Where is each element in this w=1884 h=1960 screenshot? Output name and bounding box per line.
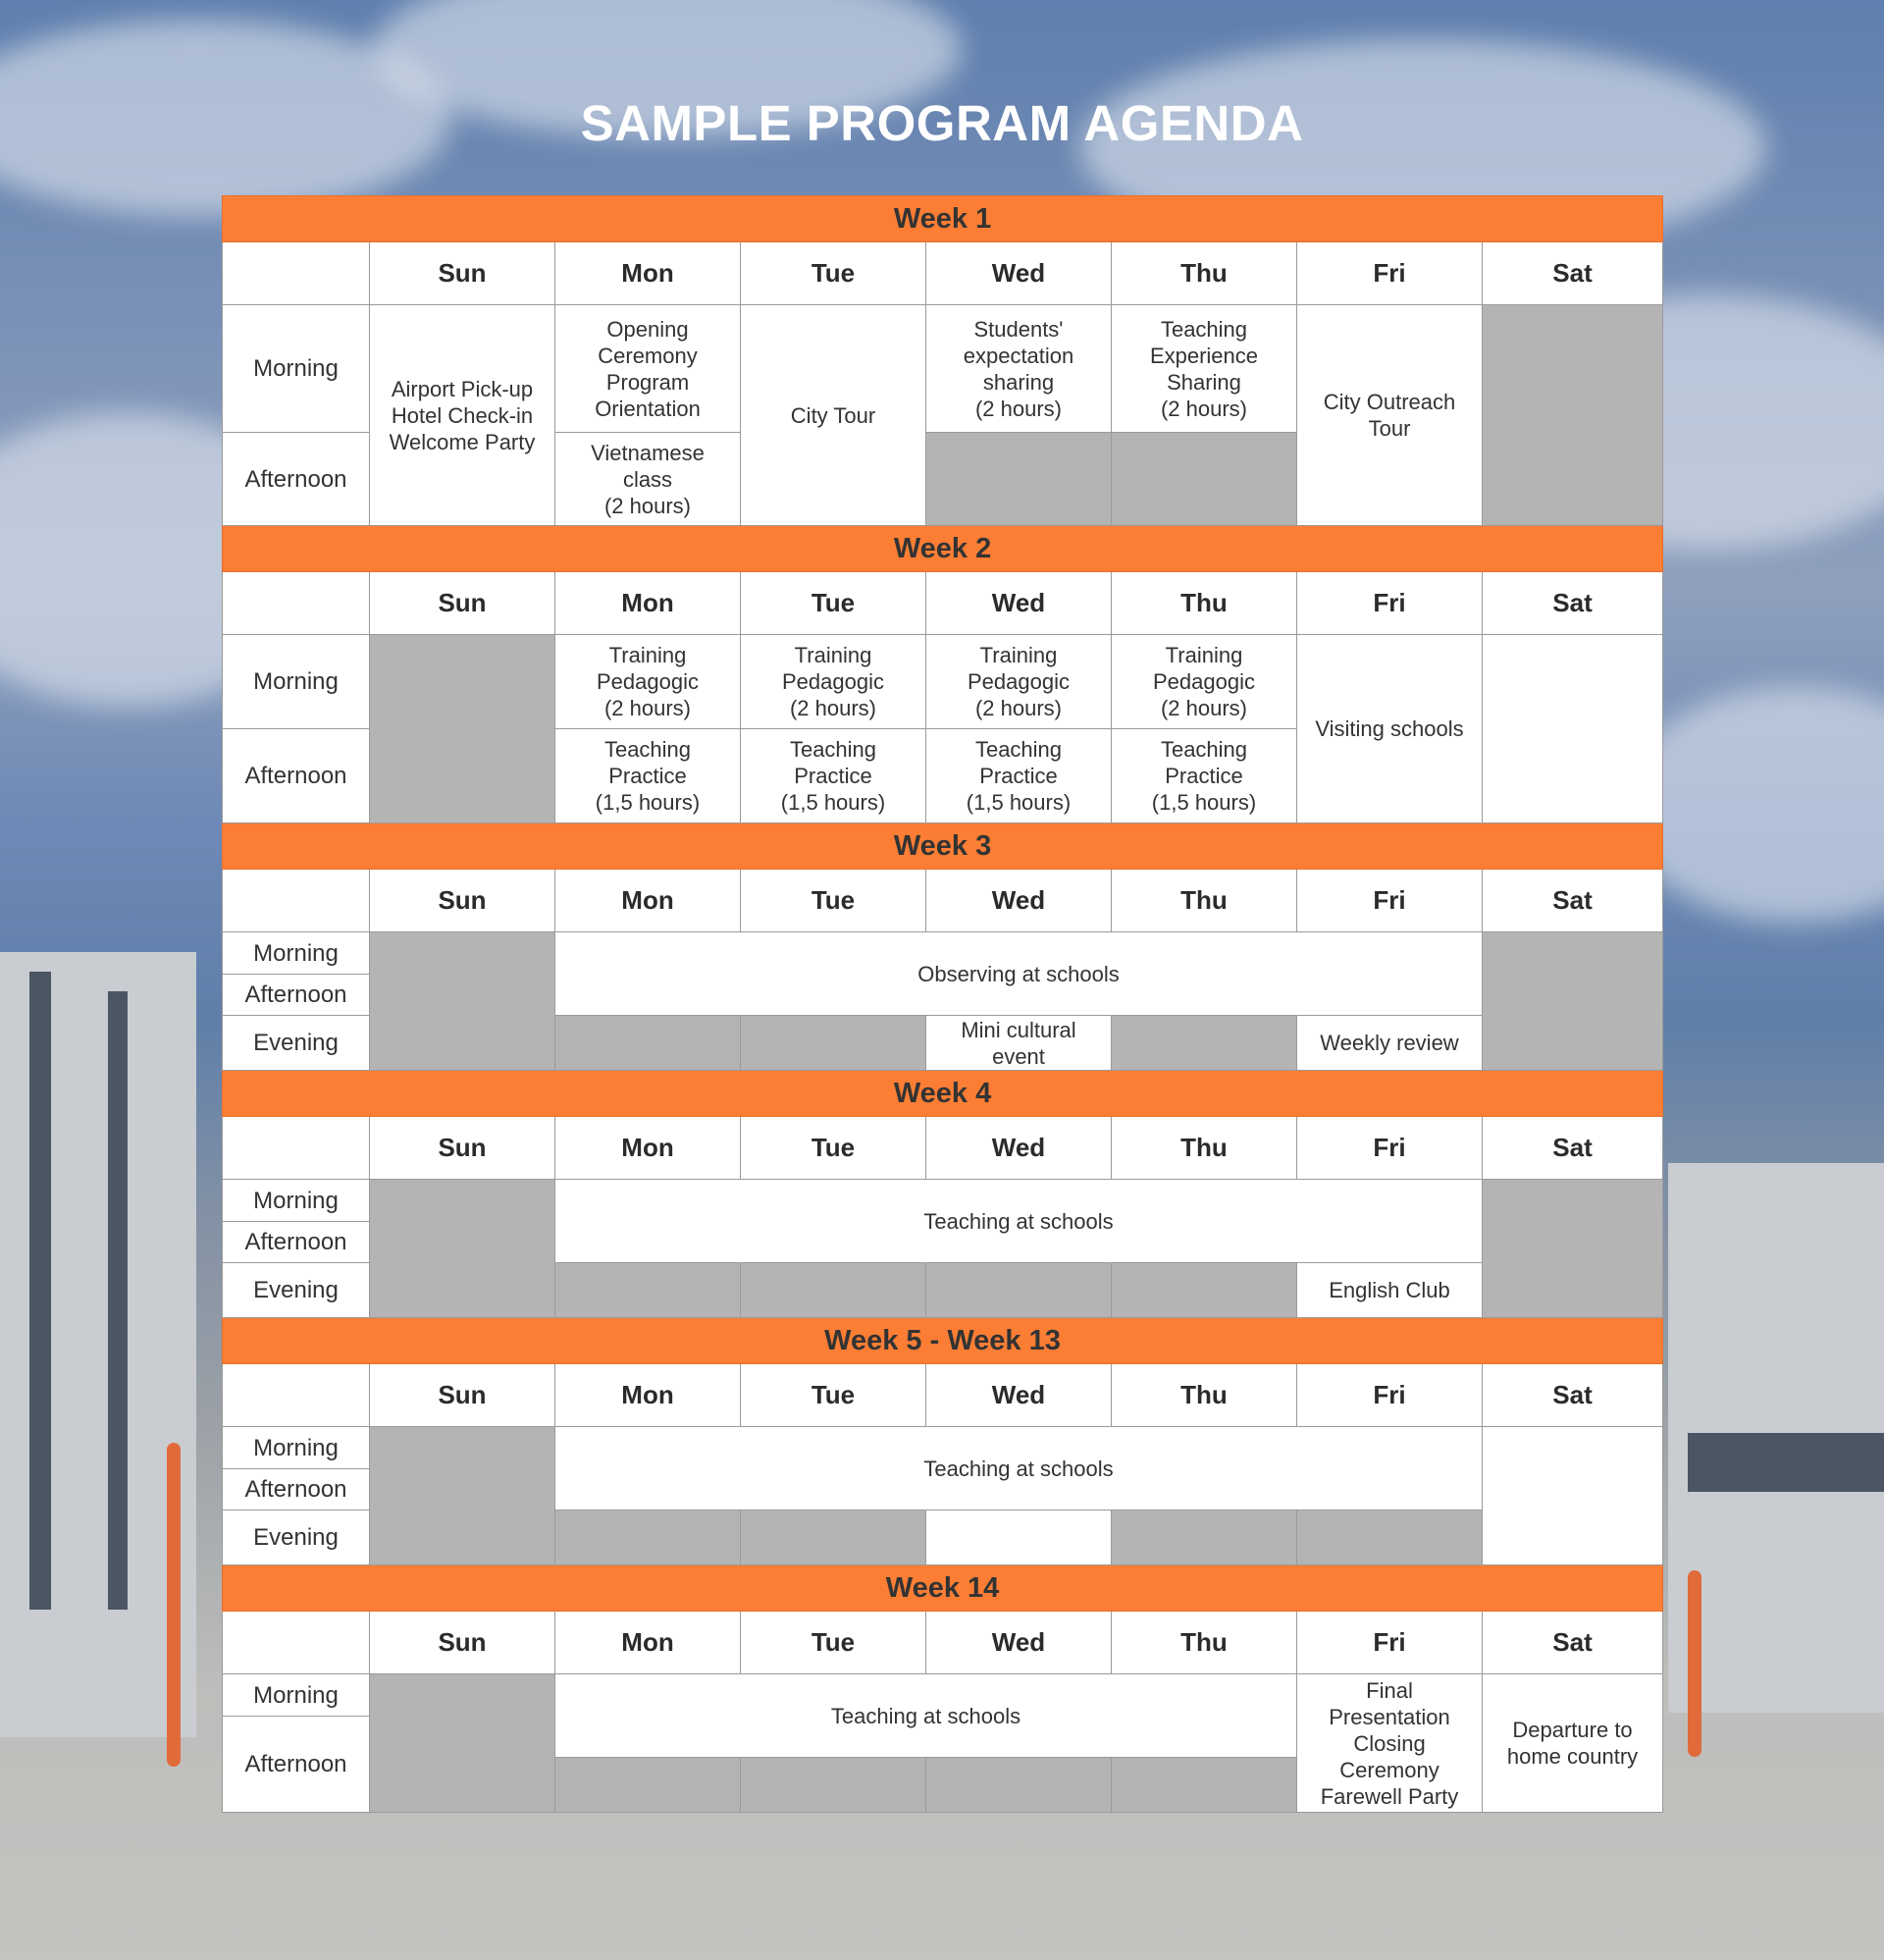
day-header-empty	[223, 242, 370, 305]
week-3-fri-evening: Weekly review	[1297, 1016, 1483, 1071]
week-14-days-row	[223, 1612, 1663, 1674]
week-3-morning-row	[223, 932, 1663, 975]
day-mon: Mon	[555, 1612, 741, 1674]
day-tue: Tue	[741, 870, 926, 932]
day-mon: Mon	[555, 242, 741, 305]
day-tue: Tue	[741, 1117, 926, 1180]
week-3-sat-empty	[1483, 932, 1663, 1071]
slot-morning: Morning	[223, 1180, 370, 1222]
week-2-morning-row	[223, 635, 1663, 729]
day-sat: Sat	[1483, 1364, 1663, 1427]
page-title: SAMPLE PROGRAM AGENDA	[580, 95, 1304, 151]
slot-morning: Morning	[223, 932, 370, 975]
day-sat: Sat	[1483, 1117, 1663, 1180]
week-3-thu-evening-empty	[1112, 1016, 1297, 1071]
day-thu: Thu	[1112, 1612, 1297, 1674]
day-sat: Sat	[1483, 572, 1663, 635]
week-14-tue-afternoon-empty	[741, 1758, 926, 1813]
week-1-fri-activity: City Outreach Tour	[1297, 305, 1483, 526]
week-1-days-row	[223, 242, 1663, 305]
week-2-thu-morning: Training Pedagogic (2 hours)	[1112, 635, 1297, 729]
week-4-thu-evening-empty	[1112, 1263, 1297, 1318]
week-3-mon-evening-empty	[555, 1016, 741, 1071]
day-tue: Tue	[741, 1612, 926, 1674]
day-sun: Sun	[370, 1612, 555, 1674]
week-3-main-activity: Observing at schools	[555, 932, 1483, 1016]
day-sat: Sat	[1483, 870, 1663, 932]
week-4-header: Week 4	[223, 1071, 1663, 1117]
week-3-wed-evening: Mini cultural event	[926, 1016, 1112, 1071]
day-sun: Sun	[370, 870, 555, 932]
week-2-mon-afternoon: Teaching Practice (1,5 hours)	[555, 729, 741, 823]
day-fri: Fri	[1297, 242, 1483, 305]
week-1-morning-row	[223, 305, 1663, 433]
week-2-fri-activity: Visiting schools	[1297, 635, 1483, 823]
week-14-fri-activity: Final Presentation Closing Ceremony Farewell Party	[1297, 1674, 1483, 1813]
week-14-header: Week 14	[223, 1565, 1663, 1612]
week-1-thu-morning: Teaching Experience Sharing (2 hours)	[1112, 305, 1297, 433]
slot-evening: Evening	[223, 1016, 370, 1071]
slot-afternoon: Afternoon	[223, 1222, 370, 1263]
week-2-thu-afternoon: Teaching Practice (1,5 hours)	[1112, 729, 1297, 823]
day-header-empty	[223, 1364, 370, 1427]
week-3-tue-evening-empty	[741, 1016, 926, 1071]
day-mon: Mon	[555, 1364, 741, 1427]
week-5-13-mon-evening-empty	[555, 1510, 741, 1565]
day-wed: Wed	[926, 1612, 1112, 1674]
day-wed: Wed	[926, 572, 1112, 635]
week-4-fri-evening: English Club	[1297, 1263, 1483, 1318]
week-3-days-row	[223, 870, 1663, 932]
week-4-morning-row	[223, 1180, 1663, 1222]
week-14-sat-activity: Departure to home country	[1483, 1674, 1663, 1813]
slot-afternoon: Afternoon	[223, 729, 370, 823]
slot-evening: Evening	[223, 1263, 370, 1318]
week-4-main-activity: Teaching at schools	[555, 1180, 1483, 1263]
week-5-13-morning-row	[223, 1427, 1663, 1469]
day-mon: Mon	[555, 1117, 741, 1180]
week-1-header: Week 1	[223, 196, 1663, 242]
week-1-sat-empty	[1483, 305, 1663, 526]
day-thu: Thu	[1112, 1364, 1297, 1427]
week-14-mon-afternoon-empty	[555, 1758, 741, 1813]
week-1-wed-morning: Students' expectation sharing (2 hours)	[926, 305, 1112, 433]
slot-evening: Evening	[223, 1510, 370, 1565]
day-mon: Mon	[555, 572, 741, 635]
slot-morning: Morning	[223, 635, 370, 729]
day-header-empty	[223, 870, 370, 932]
week-5-13-tue-evening-empty	[741, 1510, 926, 1565]
day-tue: Tue	[741, 1364, 926, 1427]
week-2-wed-afternoon: Teaching Practice (1,5 hours)	[926, 729, 1112, 823]
week-5-13-header: Week 5 - Week 13	[223, 1318, 1663, 1364]
week-2-sun-empty	[370, 635, 555, 823]
day-fri: Fri	[1297, 1612, 1483, 1674]
day-sun: Sun	[370, 1117, 555, 1180]
week-4-sat-empty	[1483, 1180, 1663, 1318]
week-14-morning-row	[223, 1674, 1663, 1717]
day-thu: Thu	[1112, 242, 1297, 305]
agenda-table	[222, 195, 1663, 1813]
day-thu: Thu	[1112, 572, 1297, 635]
week-14-thu-afternoon-empty	[1112, 1758, 1297, 1813]
day-sun: Sun	[370, 1364, 555, 1427]
week-14-wed-afternoon-empty	[926, 1758, 1112, 1813]
day-mon: Mon	[555, 870, 741, 932]
week-14-sun-empty	[370, 1674, 555, 1813]
week-5-13-sun-empty	[370, 1427, 555, 1565]
day-sun: Sun	[370, 572, 555, 635]
week-4-mon-evening-empty	[555, 1263, 741, 1318]
week-1-sun-activity: Airport Pick-up Hotel Check-in Welcome Party	[370, 305, 555, 526]
week-5-13-wed-evening-empty	[926, 1510, 1112, 1565]
week-5-13-thu-evening-empty	[1112, 1510, 1297, 1565]
week-2-header: Week 2	[223, 526, 1663, 572]
day-sat: Sat	[1483, 1612, 1663, 1674]
day-header-empty	[223, 572, 370, 635]
week-2-mon-morning: Training Pedagogic (2 hours)	[555, 635, 741, 729]
week-4-days-row	[223, 1117, 1663, 1180]
week-5-13-main-activity: Teaching at schools	[555, 1427, 1483, 1510]
day-tue: Tue	[741, 572, 926, 635]
day-fri: Fri	[1297, 870, 1483, 932]
day-wed: Wed	[926, 1364, 1112, 1427]
week-3-sun-empty	[370, 932, 555, 1071]
week-1-tue-activity: City Tour	[741, 305, 926, 526]
week-3-header: Week 3	[223, 823, 1663, 870]
slot-morning: Morning	[223, 305, 370, 433]
day-wed: Wed	[926, 242, 1112, 305]
day-wed: Wed	[926, 870, 1112, 932]
day-fri: Fri	[1297, 572, 1483, 635]
week-1-thu-afternoon-empty	[1112, 433, 1297, 526]
week-4-tue-evening-empty	[741, 1263, 926, 1318]
week-5-13-fri-evening-empty	[1297, 1510, 1483, 1565]
week-2-sat-empty	[1483, 635, 1663, 823]
day-header-empty	[223, 1612, 370, 1674]
day-tue: Tue	[741, 242, 926, 305]
week-14-main-activity: Teaching at schools	[555, 1674, 1297, 1758]
slot-afternoon: Afternoon	[223, 433, 370, 526]
week-5-13-sat-empty	[1483, 1427, 1663, 1565]
week-4-wed-evening-empty	[926, 1263, 1112, 1318]
week-2-tue-morning: Training Pedagogic (2 hours)	[741, 635, 926, 729]
day-fri: Fri	[1297, 1364, 1483, 1427]
day-sat: Sat	[1483, 242, 1663, 305]
slot-afternoon: Afternoon	[223, 1469, 370, 1510]
week-2-days-row	[223, 572, 1663, 635]
week-1-wed-afternoon-empty	[926, 433, 1112, 526]
day-fri: Fri	[1297, 1117, 1483, 1180]
slot-morning: Morning	[223, 1674, 370, 1717]
slot-afternoon: Afternoon	[223, 975, 370, 1016]
week-1-mon-afternoon: Vietnamese class (2 hours)	[555, 433, 741, 526]
week-2-tue-afternoon: Teaching Practice (1,5 hours)	[741, 729, 926, 823]
day-thu: Thu	[1112, 1117, 1297, 1180]
week-2-wed-morning: Training Pedagogic (2 hours)	[926, 635, 1112, 729]
week-5-13-days-row	[223, 1364, 1663, 1427]
week-4-sun-empty	[370, 1180, 555, 1318]
day-header-empty	[223, 1117, 370, 1180]
day-thu: Thu	[1112, 870, 1297, 932]
week-1-mon-morning: Opening Ceremony Program Orientation	[555, 305, 741, 433]
day-wed: Wed	[926, 1117, 1112, 1180]
slot-morning: Morning	[223, 1427, 370, 1469]
slot-afternoon: Afternoon	[223, 1717, 370, 1813]
day-sun: Sun	[370, 242, 555, 305]
